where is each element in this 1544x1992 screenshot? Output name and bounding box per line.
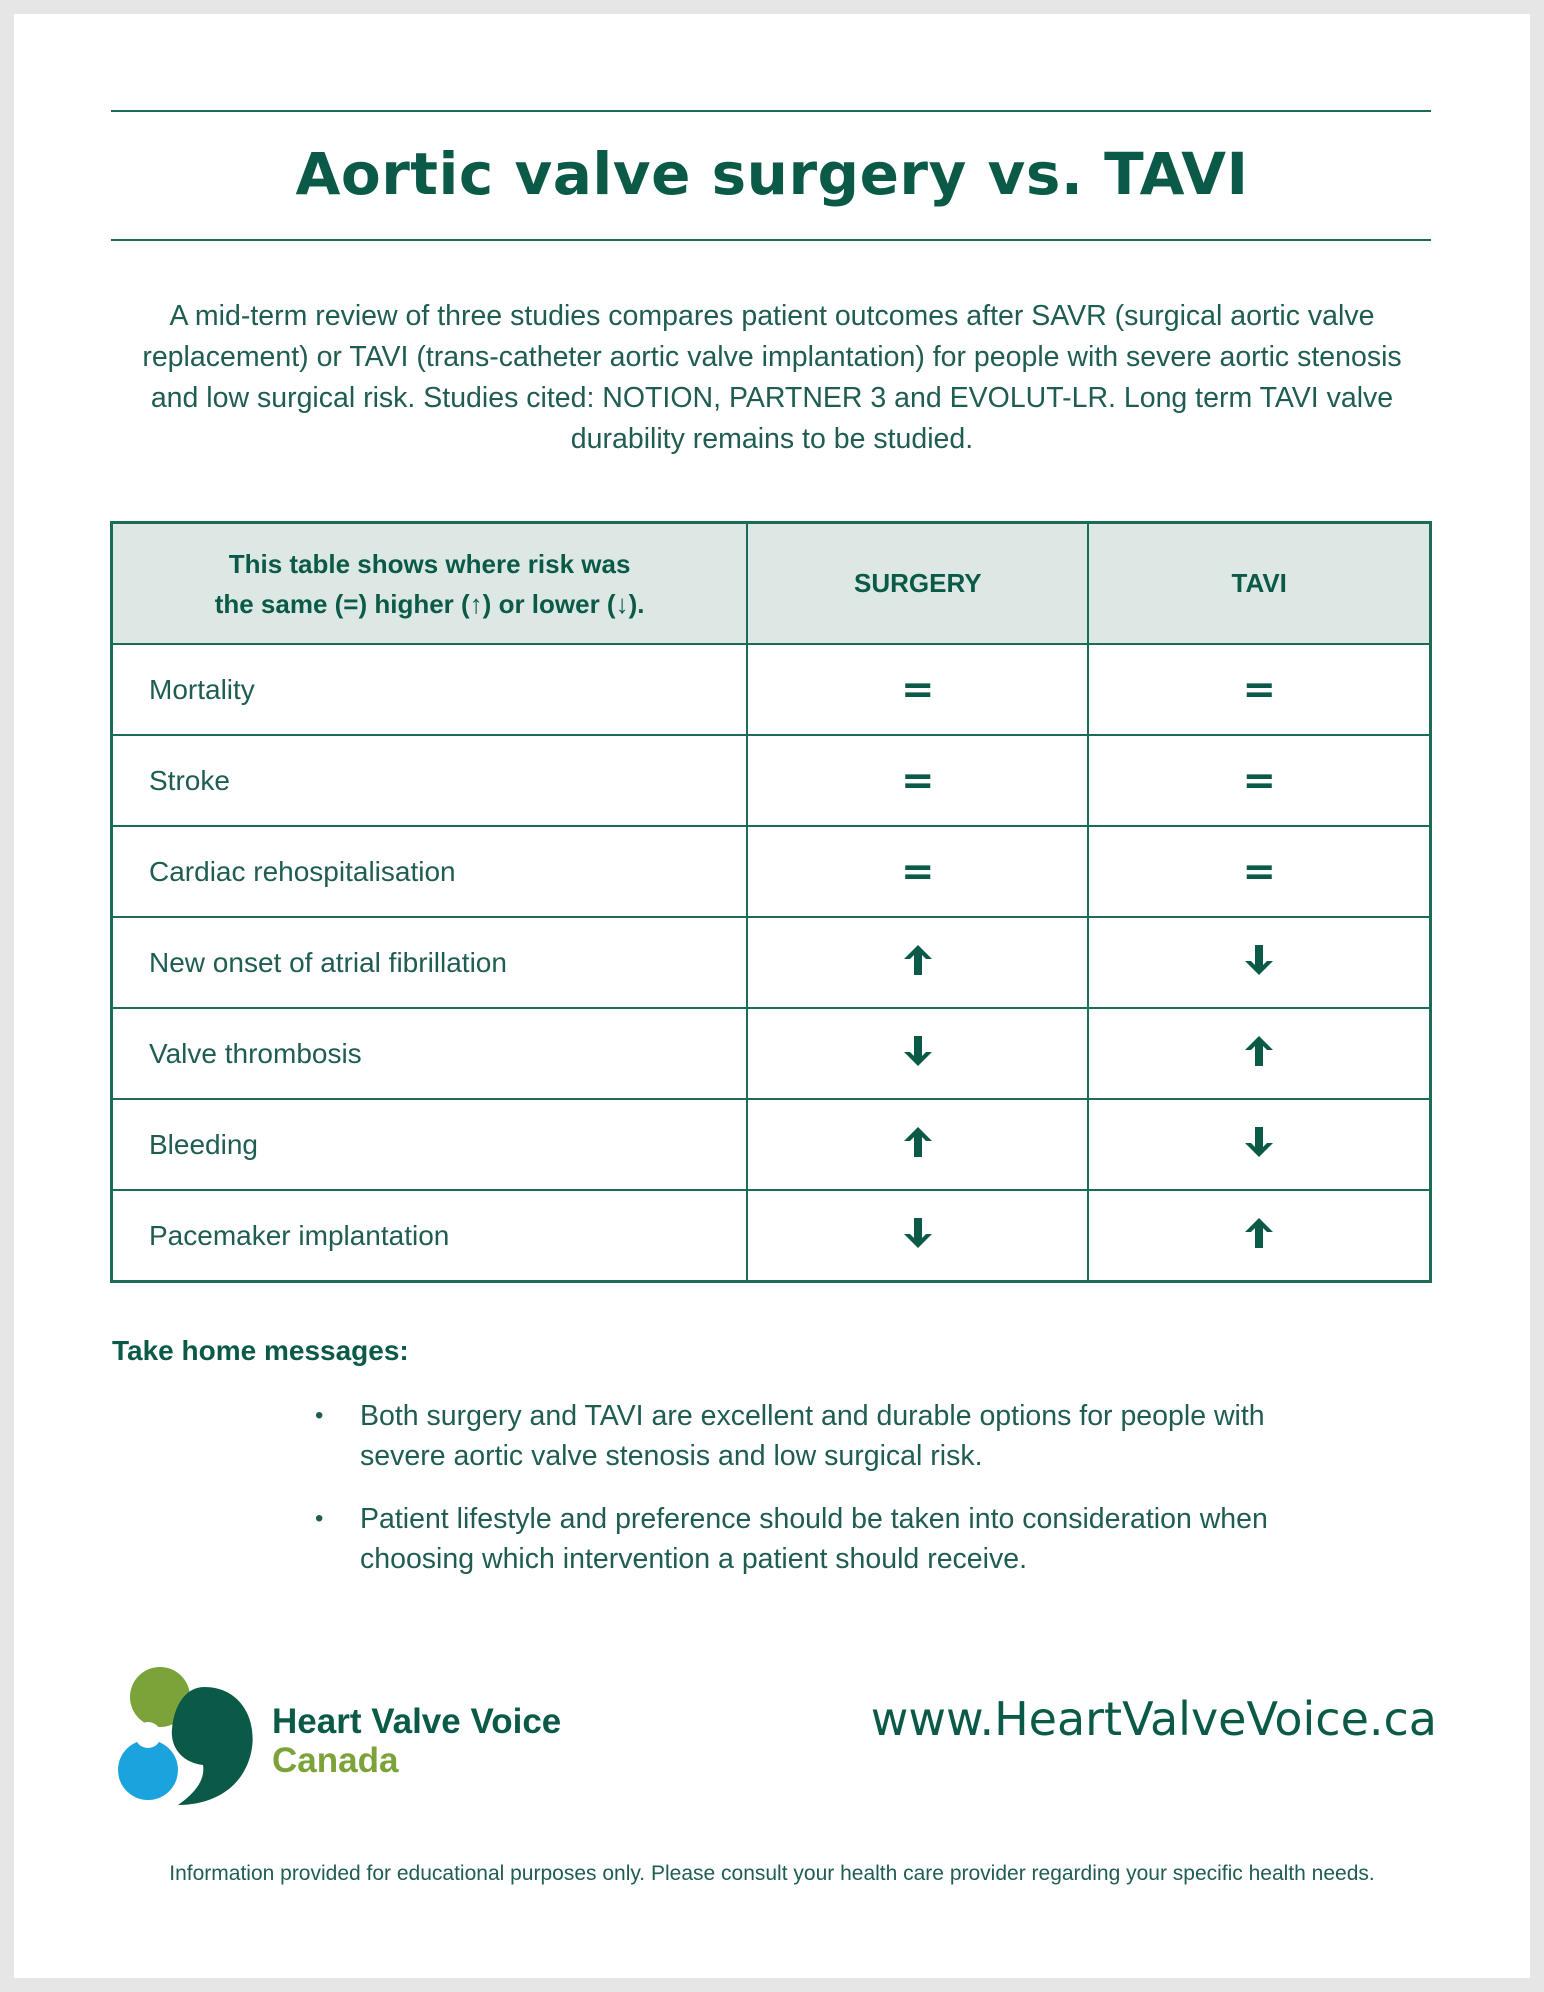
tavi-risk-cell — [1088, 826, 1430, 917]
table-row — [112, 644, 1431, 735]
tavi-risk-cell — [1088, 1008, 1430, 1099]
take-home-text: Both surgery and TAVI are excellent and durable options for people with severe aortic valve stenosis and low surgical risk. — [360, 1400, 1265, 1472]
brand-name: Heart Valve Voice — [272, 1702, 562, 1741]
surgery-risk-cell — [747, 735, 1088, 826]
arrow-up-icon — [1243, 1034, 1275, 1073]
table-row — [112, 826, 1431, 917]
surgery-risk-cell — [747, 826, 1088, 917]
tavi-risk-cell — [1088, 735, 1430, 826]
surgery-risk-cell — [747, 644, 1088, 735]
arrow-down-icon — [902, 1216, 934, 1255]
tavi-risk-cell — [1088, 1190, 1430, 1282]
outcome-label: Valve thrombosis — [112, 1008, 748, 1099]
arrow-up-icon — [1243, 1216, 1275, 1255]
list-item — [305, 1396, 1305, 1476]
header-description-line2: the same (=) higher (↑) or lower (↓). — [214, 588, 645, 619]
surgery-risk-cell — [747, 1008, 1088, 1099]
bullet-icon: • — [315, 1402, 324, 1429]
intro-paragraph: A mid-term review of three studies compares patient outcomes after SAVR (surgical aortic valve replacement) or TAVI (trans-catheter aortic valve implantation) for people with severe aortic stenosis and low surgical risk. Studies cited: NOTION, PARTNER 3 and EVOLUT-LR. Long term TAVI valve durability remains to be studied. — [142, 300, 1402, 455]
outcome-label: Cardiac rehospitalisation — [112, 826, 748, 917]
arrow-down-icon — [1243, 1125, 1275, 1164]
take-home-list — [305, 1396, 1305, 1602]
header-description — [112, 523, 748, 645]
equal-icon: = — [1242, 848, 1276, 895]
table-row — [112, 735, 1431, 826]
equal-icon: = — [1242, 666, 1276, 713]
column-header-tavi: TAVI — [1088, 523, 1430, 645]
equal-icon: = — [901, 666, 935, 713]
risk-comparison-table — [110, 521, 1432, 1283]
arrow-down-icon — [1243, 943, 1275, 982]
tavi-risk-cell — [1088, 917, 1430, 1008]
take-home-title: Take home messages: — [112, 1335, 409, 1366]
column-header-surgery: SURGERY — [747, 523, 1088, 645]
outcome-label: New onset of atrial fibrillation — [112, 917, 748, 1008]
table-header-row — [112, 523, 1431, 645]
outcome-label: Stroke — [112, 735, 748, 826]
heart-valve-voice-logo-icon — [108, 1663, 258, 1813]
take-home-text: Patient lifestyle and preference should be taken into consideration when choosing which intervention a patient should receive. — [360, 1503, 1268, 1575]
tavi-risk-cell — [1088, 644, 1430, 735]
brand-country: Canada — [272, 1741, 399, 1780]
outcome-label: Bleeding — [112, 1099, 748, 1190]
tavi-risk-cell — [1088, 1099, 1430, 1190]
arrow-up-icon — [902, 1125, 934, 1164]
list-item — [305, 1499, 1305, 1579]
surgery-risk-cell — [747, 1099, 1088, 1190]
equal-icon: = — [901, 757, 935, 804]
equal-icon: = — [1242, 757, 1276, 804]
table-row — [112, 917, 1431, 1008]
table-row — [112, 1008, 1431, 1099]
surgery-risk-cell — [747, 1190, 1088, 1282]
header-description-line1: This table shows where risk was — [228, 548, 631, 579]
page-title: Aortic valve surgery vs. TAVI — [295, 140, 1249, 208]
arrow-up-icon — [902, 943, 934, 982]
bullet-icon: • — [315, 1505, 324, 1532]
title-divider — [111, 239, 1431, 241]
equal-icon: = — [901, 848, 935, 895]
disclaimer: Information provided for educational purposes only. Please consult your health care provider regarding your specific health needs. — [169, 1862, 1375, 1885]
outcome-label: Pacemaker implantation — [112, 1190, 748, 1282]
outcome-label: Mortality — [112, 644, 748, 735]
table-row — [112, 1099, 1431, 1190]
table-row — [112, 1190, 1431, 1282]
arrow-down-icon — [902, 1034, 934, 1073]
top-divider — [111, 110, 1431, 112]
website-link[interactable]: www.HeartValveVoice.ca — [870, 1692, 1437, 1746]
surgery-risk-cell — [747, 917, 1088, 1008]
